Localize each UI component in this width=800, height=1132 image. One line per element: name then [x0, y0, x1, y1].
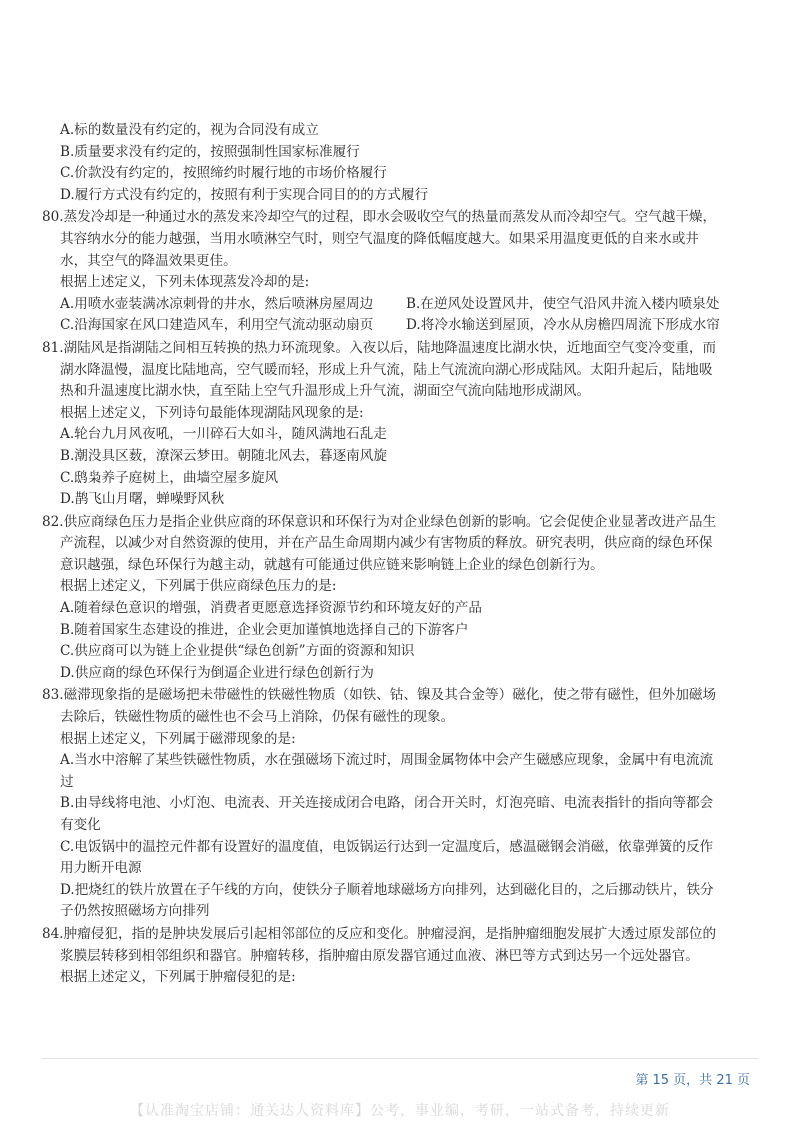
q83-option-d-line-2: 子仍然按照磁场方向排列 — [60, 903, 210, 920]
q82-stem-line-2: 产流程，以减少对自然资源的使用，并在产品生命周期内减少有害物质的释放。研究表明，供应商的绿色环保 — [60, 535, 713, 552]
q84-stem-line-1: 84.肿瘤侵犯，指的是肿块发展后引起相邻部位的反应和变化。肿瘤浸润，是指肿瘤细胞发展扩大透过原发部位的 — [42, 925, 717, 942]
q81-option-b: B.潮没具区薮，潦深云梦田。朝随北风去，暮逐南风旋 — [60, 447, 387, 464]
q81-stem-line-1: 81.湖陆风是指湖陆之间相互转换的热力环流现象。入夜以后，陆地降温速度比湖水快，近地面空气变冷变重，而 — [42, 339, 717, 356]
q81-option-c: C.鸱枭养子庭树上，曲墙空屋多旋风 — [60, 469, 279, 486]
q81-option-a: A.轮台九月风夜吼，一川碎石大如斗，随风满地石乱走 — [60, 426, 387, 443]
q83-option-c-line-2: 用力断开电源 — [60, 860, 142, 877]
question-83 — [42, 685, 748, 923]
q80-options-row-2 — [42, 315, 748, 337]
q79-option-d: D.履行方式没有约定的，按照有利于实现合同目的的方式履行 — [60, 186, 429, 203]
q82-stem-line-1: 82.供应商绿色压力是指企业供应商的环保意识和环保行为对企业绿色创新的影响。它会促使企业显著改进产品生 — [42, 513, 717, 530]
q83-option-a-line-2: 过 — [60, 773, 74, 790]
question-81 — [42, 338, 748, 511]
q83-stem-line-1: 83.磁滞现象指的是磁场把未带磁性的铁磁性物质（如铁、钴、镍及其合金等）磁化，使之带有磁性，但外加磁场 — [42, 687, 717, 704]
q83-option-d-line-1: D.把烧红的铁片放置在子午线的方向，使铁分子顺着地球磁场方向排列，达到磁化目的，之后挪动铁片，铁分 — [60, 881, 714, 898]
q79-option-a: A.标的数量没有约定的，视为合同没有成立 — [60, 122, 319, 138]
q80-option-a: A.用喷水壶装满冰凉刺骨的井水，然后喷淋房屋周边 — [60, 295, 374, 312]
q80-options-row-1 — [42, 294, 748, 316]
q80-option-b: B.在逆风处设置风井，使空气沿风井流入楼内喷泉处 — [406, 295, 720, 312]
q79-option-c: C.价款没有约定的，按照缔约时履行地的市场价格履行 — [60, 165, 387, 182]
watermark-text: 【认准淘宝店铺：通关达人资料库】公考，事业编，考研，一站式备考，持续更新 — [130, 1103, 670, 1119]
q82-option-c: C.供应商可以为链上企业提供“绿色创新”方面的资源和知识 — [60, 643, 415, 660]
q80-option-d: D.将冷水输送到屋顶，冷水从房檐四周流下形成水帘 — [406, 317, 720, 334]
q80-prompt: 根据上述定义，下列未体现蒸发冷却的是: — [60, 274, 310, 291]
q83-option-b-line-2: 有变化 — [60, 817, 101, 833]
q79-options — [42, 120, 748, 206]
q80-stem-line-3: 水，其空气的降温效果更佳。 — [60, 252, 237, 269]
question-80 — [42, 207, 748, 337]
question-84 — [42, 924, 748, 989]
q82-option-d: D.供应商的绿色环保行为倒逼企业进行绿色创新行为 — [60, 664, 374, 681]
q83-prompt: 根据上述定义，下列属于磁滞现象的是: — [60, 730, 296, 747]
q82-option-b: B.随着国家生态建设的推进，企业会更加谨慎地选择自己的下游客户 — [60, 621, 469, 638]
q82-prompt: 根据上述定义，下列属于供应商绿色压力的是: — [60, 578, 337, 595]
q80-stem-line-1: 80.蒸发冷却是一种通过水的蒸发来冷却空气的过程，即水会吸收空气的热量而蒸发从而冷却空气。空气越干燥， — [42, 209, 717, 226]
q82-option-a: A.随着绿色意识的增强，消费者更愿意选择资源节约和环境友好的产品 — [60, 600, 482, 617]
page-number: 第 15 页，共 21 页 — [635, 1073, 750, 1088]
q80-option-c: C.沿海国家在风口建造风车，利用空气流动驱动扇页 — [60, 317, 374, 334]
q83-stem-line-2: 去除后，铁磁性物质的磁性也不会马上消除，仍保有磁性的现象。 — [60, 709, 455, 726]
q82-stem-line-3: 意识越强，绿色环保行为越主动，就越有可能通过供应链来影响链上企业的绿色创新行为。 — [60, 556, 604, 573]
q83-option-c-line-1: C.电饭锅中的温控元件都有设置好的温度值，电饭锅运行达到一定温度后，感温磁钢会消磁，依靠弹簧的反作 — [60, 838, 714, 855]
question-82 — [42, 512, 748, 685]
q81-option-d: D.鹊飞山月曙，蝉噪野风秋 — [60, 491, 225, 508]
q84-prompt: 根据上述定义，下列属于肿瘤侵犯的是: — [60, 969, 296, 986]
q81-prompt: 根据上述定义，下列诗句最能体现湖陆风现象的是: — [60, 404, 364, 421]
q80-stem-line-2: 其容纳水分的能力越强，当用水喷淋空气时，则空气温度的降低幅度越大。如果采用温度更低的自来水或井 — [60, 230, 699, 247]
q83-option-a-line-1: A.当水中溶解了某些铁磁性物质，水在强磁场下流过时，周围金属物体中会产生磁感应现象，金属中有电流流 — [60, 752, 714, 769]
q84-stem-line-2: 浆膜层转移到相邻组织和器官。肿瘤转移，指肿瘤由原发器官通过血液、淋巴等方式到达另一个远处器官。 — [60, 947, 699, 964]
q83-option-b-line-1: B.由导线将电池、小灯泡、电流表、开关连接成闭合电路，闭合开关时，灯泡亮暗、电流表指针的指向等都会 — [60, 795, 714, 812]
page-content — [42, 120, 748, 989]
footer-divider — [42, 1058, 758, 1059]
q81-stem-line-2: 湖水降温慢，温度比陆地高，空气暖而轻，形成上升气流，陆上气流流向湖心形成陆风。太阳升起后，陆地吸 — [60, 361, 713, 378]
q81-stem-line-3: 热和升温速度比湖水快，直至陆上空气升温形成上升气流，湖面空气流向陆地形成湖风。 — [60, 383, 591, 400]
q79-option-b: B.质量要求没有约定的，按照强制性国家标准履行 — [60, 143, 360, 160]
